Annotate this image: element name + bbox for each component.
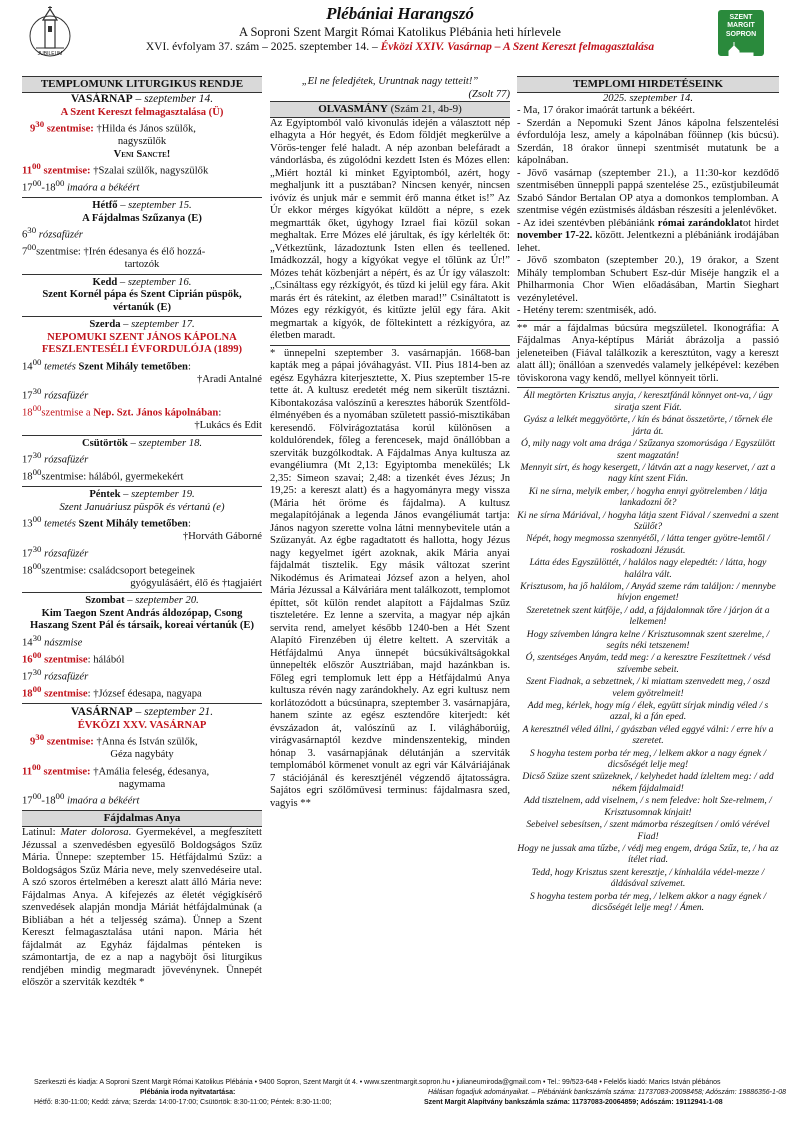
time: 18 [22,471,33,483]
text: ot hirdet [742,217,779,229]
event: rózsafüzér [41,390,89,402]
fajdalmas-anya-header: Fájdalmas Anya [22,810,262,827]
time-min: 30 [32,667,42,677]
event: temetés [41,361,79,373]
feast-name: NEPOMUKI SZENT JÁNOS KÁPOLNA FESZLENTESÉLI ÉVFORDULÓJA (1899) [41,331,243,356]
lead: Latinul: [22,827,61,839]
reading-header [270,101,510,118]
hymn-stanza: Ó, szentséges Anyám, tedd meg: / a keresztre Feszítettnek / vésd szívembe sebeit. [525,652,771,675]
logo-right-text: SZENT MARGIT SOPRON [725,14,757,38]
deceased-name: †Aradi Antalné [196,373,262,385]
time: 6 [22,229,28,241]
time-min: 00 [32,684,42,695]
prayer-time-end: -18 [41,795,56,807]
event: : †József édesapa, nagyapa [87,688,202,700]
mass-intention: nagymama [118,778,166,790]
hymn-stanza: Szent Fiadnak, a sebzettnek, / ki miattam szenvedett meg, / oszd velem gyötrelmeit! [526,676,770,699]
hymn-stanza: Hogy ne jussak ama tűzbe, / védj meg engem, drága Szűz, te, / ha az ítélet riad. [517,842,779,866]
feast-name: Kim Taegon Szent András áldozópap, Csong Haszang Szent Pál és társaik, koreai vértanúk (E) [29,607,255,632]
hymn-stanza: A keresztnél véled állni, / gyászban véled eggyé válni: / erre hív a szeretet. [522,723,774,747]
mass-time: 9 [30,123,36,135]
location: Nep. Szt. János kápolnában [93,407,219,419]
reading-text: Az Egyiptomból való kivonulás idején a választott nép elhagyta a Hór hegyét, és Edom földjét megkerülve a Vörös-tenger felé haladt. A nép azonban belefáradt a vándorlásba, és zúgolódni kezdett Isten és Mózes ellen: „Miért hoztál ki minket Egyiptomból, azért, hogy meghaljunk itt a pusztában? Nincsen kenyér, nincsen ivóvíz és unjuk már e semmit érő manna étket is!” Az Úr ekkor mérges kígyókat küldött a népre, s ezek megmartták őket, úgyhogy Izrael fiai közül sokan meghaltak. Erre Mózes elé járultak, és így kérlelték őt: „Vétkeztünk, lázadoztunk Isten ellen és teellened. Imádkozzál, hogy a kígyókat vegye el tőlünk az Úr!” Mózes tehát közbenjárt a népért, és az Úr így válaszolt: „Csináltass egy rézkígyót, és tűzd ki jelül egy fára. Akit marás ért és rátekint, az életben marad!” Csináltatott is Mózes egy rézkígyót, és kitűzte jelül egy fára. Akit megmartak a kígyók, de föltekintett a rézkígyóra, az életben maradt. [270,117,510,342]
feast-name: A Szent Kereszt felmagasztalása (Ü) [60,106,224,118]
logo-left-text: JUBILEUM [37,51,63,57]
hymn-stanza: Ó, mily nagy volt ama drága / Szűzanya szomorúsága / Egyszülött szent magzatán! [521,438,775,461]
hymn-stanza: Tedd, hogy Krisztus szent keresztje, / kínhalála védel-mezze / áldásával szívemet. [531,866,765,890]
event: rózsafüzér [41,454,89,466]
mass-intention: †Hilda és János szülők, [96,123,196,135]
reading-column [270,76,510,810]
prayer-time-end-min: 00 [55,791,65,802]
hymn-stanza: Szeretetnek szent kútföje, / add, a fájdalomnak tőre / járjon át a lelkemen! [526,604,770,628]
announcement-item: - Szerdán a Nepomuki Szent János kápolna felszentelési évfordulója lesz, amely a kápolnában főünnep (kis búcsú). Szerdán, 18 órakor ünnepi szentmisét mutatunk be a kápolnában. [517,117,779,167]
time-min: 30 [27,225,37,236]
issue-plain: XVI. évfolyam 37. szám – 2025. szeptember 14. – [145,41,381,53]
time-min: 00 [32,403,42,414]
day-date: – szeptember 19. [120,489,195,501]
mass-time: 11 [22,766,33,778]
event: : hálából [87,654,125,666]
day-saturday [22,595,262,701]
mass-intention: nagyszülők [117,136,167,148]
veni-sancte: Veni Sancte! [113,148,171,160]
day-next-sunday [22,706,262,808]
time: 16 [22,654,33,666]
hymn-stanza: Sebeivel sebesítsen, / szent mámorba részegítsen / omló vérével Fiad! [526,819,770,842]
event: szentmise a [41,407,94,419]
announcements-column [517,76,779,914]
newsletter-title: Plébániai Harangszó [326,4,474,23]
event: nászmise [41,637,83,649]
day-name: Kedd [92,276,118,288]
liturgy-column [22,76,262,990]
hymn-stanza: Gyász a lelkét meggyötörte, / kín és bánat összetörte, / tőrnek éle járta át. [523,414,773,437]
mass-time-min: 30 [35,119,45,130]
day-name: Szombat [85,595,125,607]
hymn-stanza: Áll megtörten Krisztus anyja, / keresztfánál könnyet ont-va, / úgy siratja szent Fiát. [523,390,773,413]
location: Szent Mihály temetőben [78,361,188,373]
feast-name: Szent Januáriusz püspök és vértanú (e) [59,501,225,513]
day-date: – szeptember 16. [117,276,192,288]
mass-time-min: 30 [35,732,45,743]
time-min: 30 [32,632,42,643]
hymn-stanza: Add tisztelnem, add viselnem, / s nem feledve: holt Sze-relmem, / Krisztusomnak kínjait! [524,795,772,818]
hymn-stanza: Dicső Szüze szent szüzeknek, / kelyhedet hadd ízleltem meg: / add nékem fájdalmaid! [522,771,774,794]
time: 17 [22,390,33,402]
prayer-time: 17 [22,182,33,194]
mass-label: szentmise: [44,736,97,748]
deceased-name: †Horváth Gáborné [182,531,262,543]
announcement-item: - Jövő vasárnap (szeptember 21.), a 11:30-kor kezdődő szentmisében ünneppli pappá szentelése 25., ezüstjubileumát Szabó Sándor Bertalan OP atya a domonkos templomban. A szentmise végén ezüstmisés áldásban részesíti a jelenlévőket. [517,167,779,217]
time: 18 [22,565,33,577]
time: 14 [22,637,33,649]
hymn-stanza: Add meg, kérlek, hogy míg / élek, együtt sírjak mindig véled / s azzal, ki a fán eped. [527,700,769,723]
day-thursday [22,438,262,485]
feast-name: Szent Kornél pápa és Szent Ciprián püspök, vértanúk (E) [42,289,242,313]
hymn-stanza: Látta édes Egyszülöttét, / halálos nagy elepedtét: / látta, hogy halálra vált. [529,557,767,580]
mass-label: szentmise [41,654,88,666]
feast-name: ÉVKÖZI XXV. VASÁRNAP [77,719,207,731]
mass-intention: †Amália feleség, édesanya, [93,766,210,778]
day-friday [22,489,262,590]
mass-time-min: 00 [32,761,41,772]
intention: †Lukács és Edit [194,420,262,432]
body: . Gyermekével, a megfeszített Jézussal a szenvedésben egyesülő Boldogságos Szűz Mária. Ünnepe: szeptember 15. Hétfájdalmú Szűz: a Boldogságos Szűz Mária neve, mely szenvedéseire utal. A szó szoros értelmében a kereszt alatt álló Mária neve: Fájdalmas Anya. A kifejezés az életét végigkísérő szenvedések alapján mondja Máriát hétfájdalmúnak (a Bibliában a hét a teljesség száma). Ünnep a Szent Kereszt felmagasztalása utáni napon. Mária hét fájdalmát az Egyház fájdalmas pénteken is számontartja, de ez a nap a nagyböjt ősi liturgikus rendjében mindig megmaradt jövevénynek. Ünnepét először a szerviták kezdték * [22,827,262,989]
fajdalmas-anya-continued: * ünnepelni szeptember 3. vasárnapján. 1668-ban kapták meg a pápai jóváhagyást. VII. Pius 1814-ben az egész Egyházra kiterjesztette, X. Pius szeptember 15-re tette át. A kultusz eredetét még nem sikerült tisztázni. Kibontakozása valószínű a keresztes háborúk Szentföld-élményében és a nyomában született passió-misztikában keresendő. Fölvirágoztatása korúl különösen a koldulórendek, főleg a ferencesek, majd önállóbban a szerviták buzgólkodtak. A Fájdalmas Anya kultusza az evangéliumra (Mt 2,13: Egyiptomba menekülés; Lk 2,35: Simeon szavai; 2,48: a tizenkét éves Jézus; Jn 19,25: a kereszt alatt) és a hagyományra megy vissza (Mária hét öröme és fájdalma). A kultusz megalapítójának a legenda János evangéliumát tartja: János nagyon szerette volna látni mennybevitele után a Szűzanyát. Az égbe ragadtatott és hallotta, hogy Jézus nagy kegyelmet ígért azoknak, akik Mária anyai fájdalmát tisztelik. Egy másik változat szerint Nikodémus és Arimateai József azon a helyen, ahol Mária Jézussal a Kálváriára ment találkozott, templomot építtet, sőt külön rendet alapított a Fájdalmas Szűz tiszteletére. Ez lenne a szervita, a magyar nép ajkán servita rend, amelyet később 1240-ben a Hét Szent Alapító Firenzében új életre keltett. A szerviták a Hétfájdalmú Anya ünnepét búcsúkiváltságokkal ünnepelték először Ausztriában, majd hazánkban is. Főleg egri templomuk lett épp a Hétfájdalmú Anya kultusza révén nagy zarándokhely. Az egri kultusz nem korlátozódott a búcsúnapra, szeptember 3. vasárnapjára, hanem szinte az egész esztendőre kiterjedt: két évszázadon át, valószínű az I. világháborúig, virágvasárnaptól kezdve mindenszentekig, minden hónap 3. vasárnapjának délutánján a szerviták templomából körmenet vonult az egri vár Kálváriájának 7 stációjánál és keresztjénél végzendő ájtatosságra. Sajátos egri szőlőművesi terminus: fájdalmasra szed, vagyis ** [270,347,510,809]
event: rózsafüzér [41,671,89,683]
quote: „El ne feledjétek, Uruntnak nagy tetteit!” [301,76,479,87]
feast-name: A Fájdalmas Szűzanya (E) [82,212,202,224]
reading-title: OLVASMÁNY [318,103,388,115]
szent-margit-logo [718,10,764,56]
prayer-time-end-min: 00 [55,178,65,189]
highlight: november 17-22. [517,230,593,242]
prayer-time: 17 [22,795,33,807]
time: 18 [22,407,33,419]
hymn-stanza: Mennyit sírt, és hogy kesergett, / látván azt a nagy keservet, / azt a nagy kínt szent Fián. [520,461,776,485]
announcement-item: - Hetény terem: szentmisék, adó. [517,305,657,317]
prayer-time-end: -18 [41,182,56,194]
colon: : [187,518,191,530]
hymn-stanza: Népét, hogy megmossa szennyétől, / látta tenger gyötre-lemtől / roskadozni Jézusát. [526,533,770,556]
time-min: 00 [32,467,42,478]
day-date: – szeptember 21. [132,706,214,719]
announcement-item: - Jövő szombaton (szeptember 20.), 19 órakor, a Szent Mihály templomban Schubert Esz-dúr Miséje hangzik el a Philharmonia Chor Wien előadásában, Martin Sieghart vezényletével. [517,255,779,304]
stabat-mater-hymn [517,390,779,913]
mass-label: szentmise [41,688,88,700]
footer-publisher: Szerkeszti és kiadja: A Soproni Szent Margit Római Katolikus Plébánia • 9400 Sopron, Szent Margit út 4. • www.szentmargit.sopron.hu • julianeumiroda@gmail.com • Tel.: 99/523-648 • Felelős kiadó: Marics István plébános [34,1079,721,1086]
issue-line [0,41,800,55]
announcement-item [517,218,779,256]
iconography-note: ** már a fájdalmas búcsúra megszületel. Ikonográfia: A Fájdalmas Anya-képtípus Máriát ábrázolja a passió jeleneteiben (Fiával találkozik a keresztúton, vagy a kereszt alatt áll); önállóan a szenvedés valamely jelképével: kezében töviskorona vagy kendő, mellyel könnyeit törli. [517,322,779,384]
event: szentmise: †Irén édesanya és élő hozzá- [36,246,206,258]
colon: : [218,407,222,419]
mass-label: szentmise: [44,123,97,135]
event: szentmise: hálából, gyermekekért [41,471,184,483]
hymn-stanza: Hogy szívemben lángra kelne / Krisztusomnak szent szerelme, / segíts néki tetszenem! [526,628,770,651]
latin-name: Mater dolorosa [60,827,129,839]
time-min: 00 [32,514,42,525]
event: rózsafüzér [36,229,83,241]
day-date: – szeptember 15. [117,200,192,212]
prayer-text: imaóra a békéért [64,795,140,807]
footer-office-hours-title: Plébánia iroda nyitvatartása: [140,1089,236,1096]
quote-ref: (Zsolt 77) [468,88,510,100]
hymn-stanza: Krisztusom, ha jő halálom, / Anyád szeme rám találjon: / mennybe hívjon engemet! [520,580,776,604]
day-date: – szeptember 17. [120,319,195,331]
time-min: 00 [32,560,42,571]
hymn-stanza: Ki ne sírna Máriával, / hogyha látja szent Fiával / szenvedni a szent Szülőt? [517,509,779,532]
masthead [0,0,800,64]
time: 17 [22,548,33,560]
day-wednesday [22,319,262,433]
time-min: 00 [32,649,42,660]
announcements-header: TEMPLOMI HIRDETÉSEINK [517,76,779,93]
liturgy-header: TEMPLOMUNK LITURGIKUS RENDJE [22,76,262,93]
mass-time-min: 00 [32,161,41,172]
church-silhouette-icon [726,41,756,63]
reading-ref: (Szám 21, 4b-9) [387,103,462,115]
day-name: VASÁRNAP [70,92,133,105]
hymn-stanza: S hogyha testem porba tér meg, / lelkem akkor a nagy égnek / dicsőségét lelje meg! / Ámen. [529,890,767,913]
day-date: – szeptember 20. [124,595,199,607]
time: 18 [22,688,33,700]
day-name: Szerda [89,319,121,331]
event: tartozók [124,259,160,271]
time-min: 00 [27,242,37,253]
day-sunday [22,93,262,195]
footer-bank-account: Hálásan fogadjuk adományaikat. – Plébániánk bankszámla száma: 11737083-20098458; Adószám: 19886356-1-08 [428,1089,787,1096]
day-name: Péntek [89,489,121,501]
time-min: 30 [32,386,42,397]
mass-time: 11 [22,165,33,177]
announcements-date: 2025. szeptember 14. [602,92,694,104]
mass-intention: Géza nagybáty [110,749,174,761]
location: Szent Mihály temetőben [78,518,188,530]
announcement-item: - Ma, 17 órakor imaórát tartunk a békéért. [517,105,695,117]
issue-feast: Évközi XXIV. Vasárnap – A Szent Kereszt felmagasztalása [380,41,655,53]
footer-foundation-account: Szent Margit Alapítvány bankszámla száma: 11737083-20064859; Adószám: 19112941-1-08 [424,1099,723,1106]
time-min: 30 [32,450,42,461]
hymn-stanza: S hogyha testem porba tér meg, / lelkem akkor a nagy égnek / dicsőségét lelje meg! [529,747,767,771]
day-name: VASÁRNAP [70,706,133,719]
mass-time: 9 [30,736,36,748]
event: temetés [41,518,79,530]
mass-label: szentmise: [40,766,94,778]
time-min: 30 [32,543,42,554]
time: 13 [22,518,33,530]
time: 14 [22,361,33,373]
day-tuesday [22,277,262,315]
time: 17 [22,454,33,466]
footer-office-hours: Hétfő: 8:30-11:00; Kedd: zárva; Szerda: 14:00-17:00; Csütörtök: 8:30-11:00; Péntek: 8:30-11:00; [34,1099,332,1106]
time: 17 [22,671,33,683]
newsletter-subtitle: A Soproni Szent Margit Római Katolikus Plébánia heti hírlevele [239,25,561,39]
text: között. Jelentkezni a plébániánk irodájában lehet. [517,230,779,254]
prayer-text: imaóra a békéért [64,182,140,194]
hymn-stanza: Ki ne sírna, melyik ember, / hogyha ennyi gyötrelemben / látja lankadozni őt? [528,485,768,509]
mass-intention: †Anna és István szülők, [96,736,198,748]
day-name: Csütörtök [81,437,128,449]
colon: : [187,361,191,373]
day-monday [22,200,262,272]
event: rózsafüzér [41,548,89,560]
prayer-time-min: 00 [32,178,42,189]
time-min: 00 [32,356,42,367]
event: gyógyulásáért, élő és †tagjaiért [130,577,262,589]
fajdalmas-anya-text [22,827,262,990]
prayer-time-min: 00 [32,791,42,802]
mass-intention: †Szalai szülők, nagyszülők [93,165,209,177]
mass-label: szentmise: [40,165,94,177]
highlight: római zarándoklat [657,217,743,229]
time: 7 [22,246,28,258]
day-name: Hétfő [92,200,118,212]
day-date: – szeptember 18. [127,437,203,449]
text: - Az idei szentévben plébániánk [517,217,658,229]
event: szentmise: családcsoport betegeinek [41,565,195,577]
day-date: – szeptember 14. [132,92,214,105]
